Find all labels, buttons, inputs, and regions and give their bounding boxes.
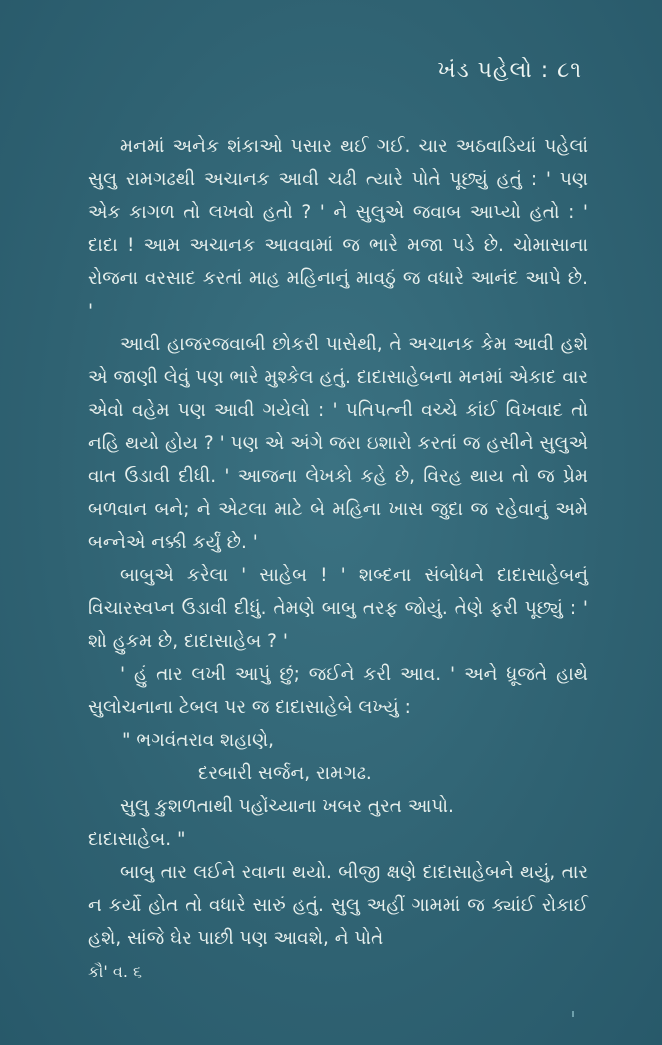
page-body [88,130,588,988]
paragraph-4: ' હું તાર લખી આપું છું; જઈને કરી આવ. ' અને ધ્રૂજતે હાથે સુલોચનાના ટેબલ પર જ દાદાસાહેબે લખ્યું : [88,664,588,718]
telegram-line-3: સુલુ કુશળતાથી પહોંચ્યાના ખબર તુરત આપો. [120,796,454,817]
scan-speck [572,1011,574,1017]
paragraph-1: મનમાં અનેક શંકાઓ પસાર થઈ ગઈ. ચાર અઠવાડિયાં પહેલાં સુલુ રામગઢથી અચાનક આવી ચઢી ત્યારે પોતે પૂછ્યું હતું : ' પણ એક કાગળ તો લખવો હતો ? ' ને સુલુએ જવાબ આપ્યો હતો : ' દાદા ! આમ અચાનક આવવામાં જ ભારે મજા પડે છે. ચોમાસાના રોજના વરસાદ કરતાં માહ મહિનાનું માવઠું જ વધારે આનંદ આપે છે. ' [88,136,588,322]
paragraph-3: બાબુએ કરેલા ' સાહેબ ! ' શબ્દના સંબોધને દાદાસાહેબનું વિચારસ્વપ્ન ઉડાવી દીધું. તેમણે બાબુ તરફ જોયું. તેણે ફરી પૂછ્યું : ' શો હુકમ છે, દાદાસાહેબ ? ' [88,565,588,652]
telegram-line-1: " ભગવંતરાવ શહાણે, [122,730,274,751]
footnote: કૌ' વ. ૬ [88,962,142,981]
telegram-signature: દાદાસાહેબ. " [88,829,186,850]
paragraph-5: બાબુ તાર લઈને રવાના થયો. બીજી ક્ષણે દાદાસાહેબને થયું, તાર ન કર્યો હોત તો વધારે સારું હતું. સુલુ અહીં ગામમાં જ ક્યાંઈ રોકાઈ હશે, સાંજે ઘેર પાછી પણ આવશે, ને પોતે [88,862,588,949]
telegram-line-2: દરબારી સર્જન, રામગઢ. [198,763,372,784]
paragraph-2: આવી હાજરજવાબી છોકરી પાસેથી, તે અચાનક કેમ આવી હશે એ જાણી લેવું પણ ભારે મુશ્કેલ હતું. દાદાસાહેબના મનમાં એકાદ વાર એવો વહેમ પણ આવી ગયેલો : ' પતિપત્ની વચ્ચે કાંઈ વિખવાદ તો નહિ થયો હોય ? ' પણ એ અંગે જરા ઇશારો કરતાં જ હસીને સુલુએ વાત ઉડાવી દીધી. ' આજના લેખકો કહે છે, વિરહ થાય તો જ પ્રેમ બળવાન બને; ને એટલા માટે બે મહિના ખાસ જુદા જ રહેવાનું અમે બન્નેએ નક્કી કર્યું છે. ' [88,334,588,553]
page-header: ખંડ પહેલો : ૮૧ [437,58,582,83]
